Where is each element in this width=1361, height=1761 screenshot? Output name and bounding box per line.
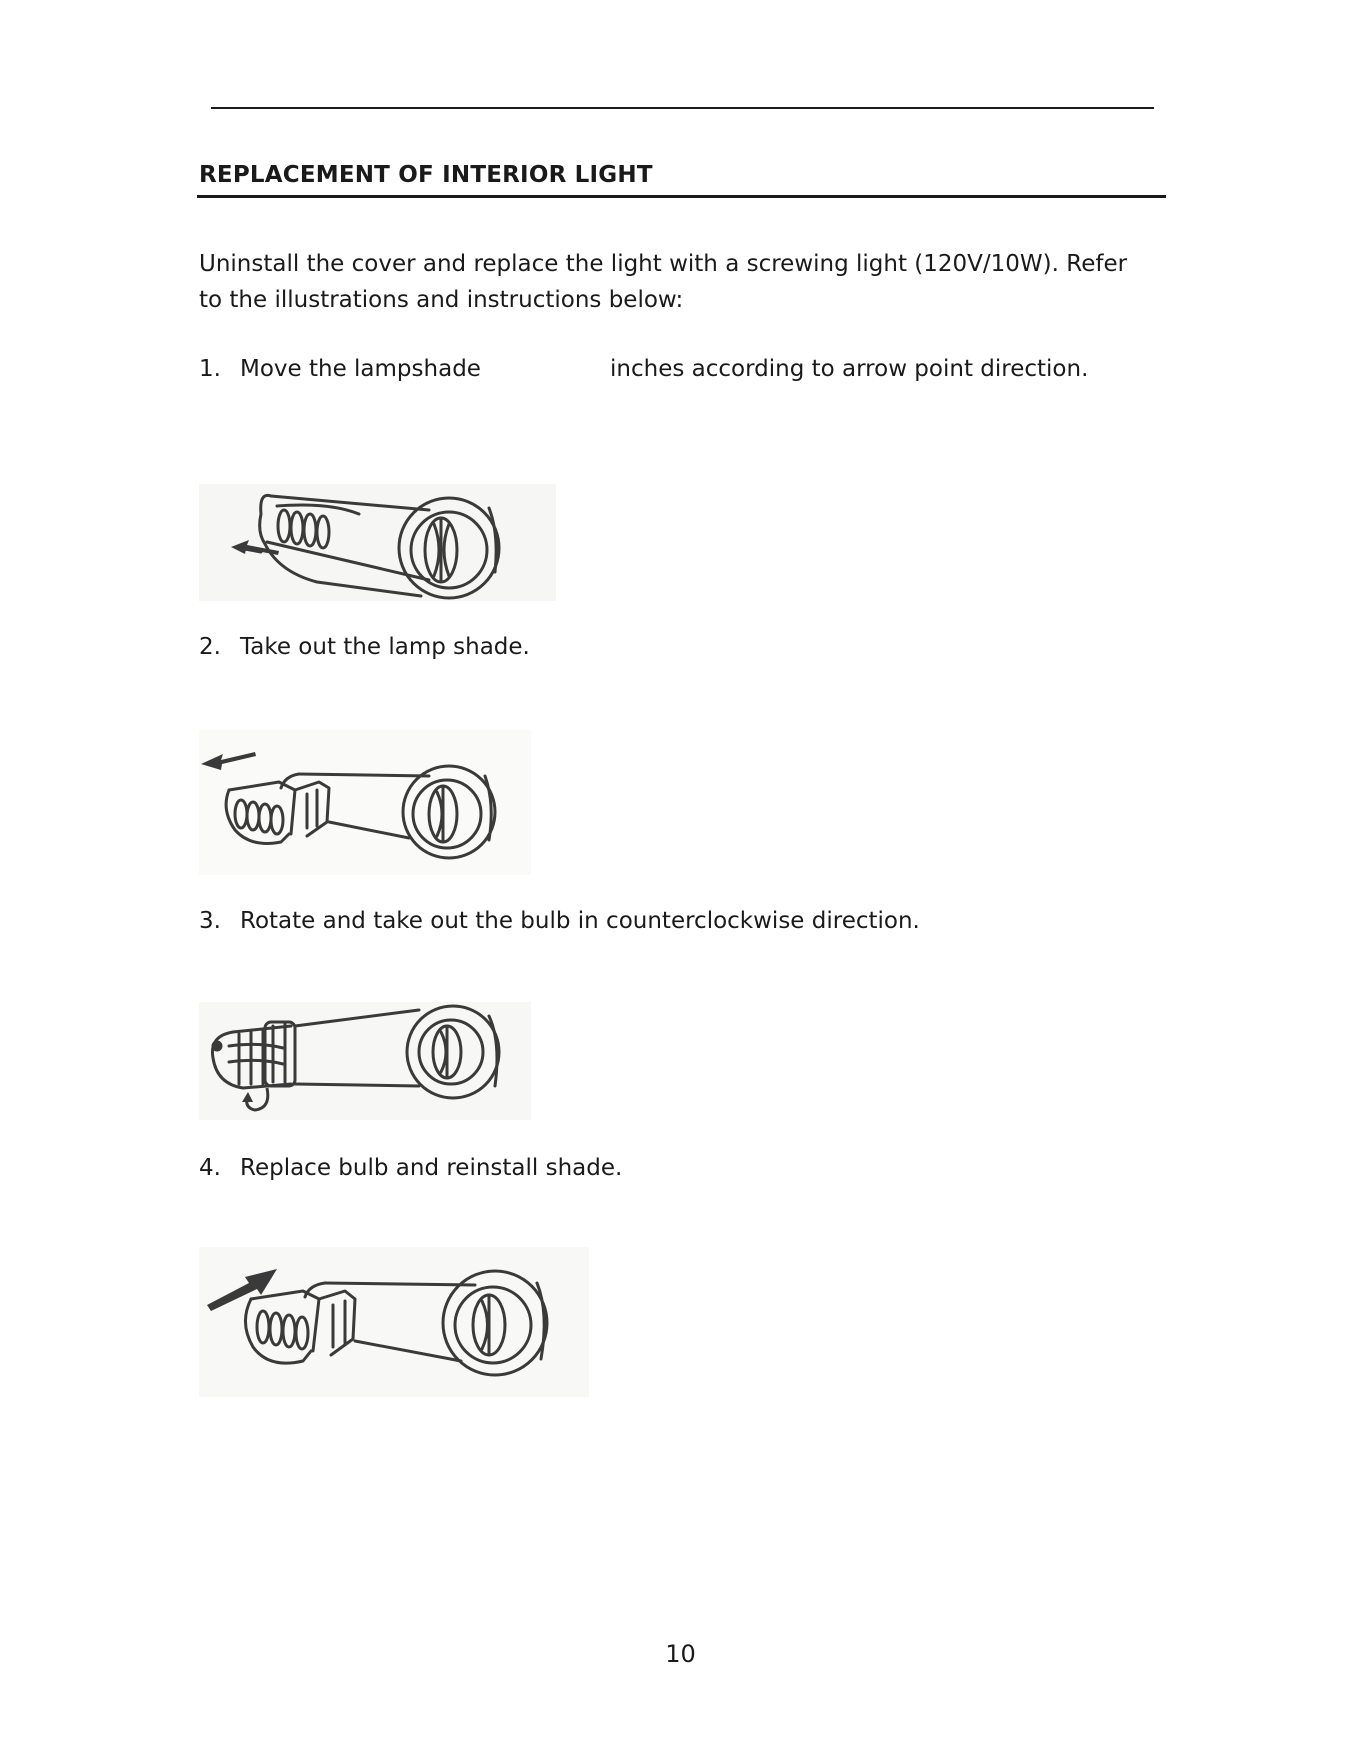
step-3 — [199, 908, 920, 934]
step-text-before: Move the lampshade — [240, 356, 481, 382]
intro-line-1: Uninstall the cover and replace the light with a screwing light (120V/10W). Refer — [199, 251, 1128, 277]
section-heading: REPLACEMENT OF INTERIOR LIGHT — [199, 162, 653, 188]
step-4 — [199, 1155, 622, 1181]
step-text: Rotate and take out the bulb in counterclockwise direction. — [240, 908, 920, 934]
heading-underline — [197, 195, 1166, 198]
step-1 — [199, 356, 1089, 382]
lamp-shade-reinstall-icon — [199, 1247, 589, 1397]
step-2 — [199, 634, 530, 660]
intro-paragraph — [199, 246, 1169, 318]
step-number: 1. — [199, 356, 221, 382]
step-text: Replace bulb and reinstall shade. — [240, 1155, 623, 1181]
top-rule — [211, 107, 1154, 109]
page-number: 10 — [665, 1640, 696, 1668]
lamp-shade-remove-icon — [199, 730, 531, 875]
bulb-rotate-icon — [199, 1002, 531, 1120]
step-number: 4. — [199, 1155, 221, 1181]
step-number: 2. — [199, 634, 221, 660]
step-text-after: inches according to arrow point direction. — [610, 356, 1089, 382]
lamp-housing-slide-icon — [199, 484, 556, 601]
step-text: Take out the lamp shade. — [240, 634, 530, 660]
step-number: 3. — [199, 908, 221, 934]
intro-line-2: to the illustrations and instructions below: — [199, 287, 684, 313]
